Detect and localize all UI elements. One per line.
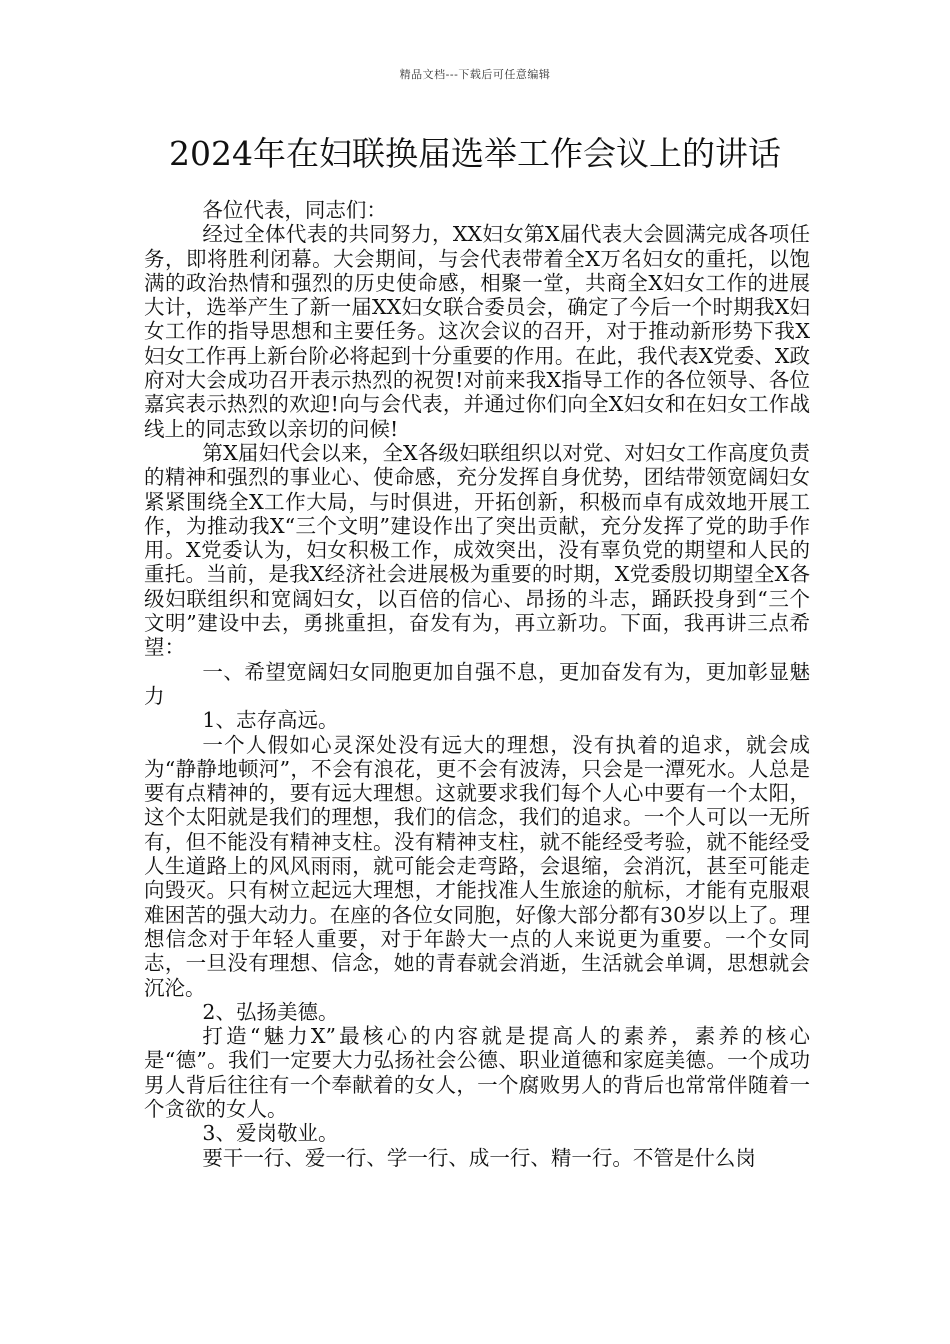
- subsection-heading: 1、志存高远。: [202, 708, 339, 733]
- header-note: 精品文档---下载后可任意编辑: [399, 68, 551, 81]
- document-title: 2024年在妇联换届选举工作会议上的讲话: [169, 134, 781, 173]
- paragraph-salutation: 各位代表，同志们：: [202, 198, 387, 222]
- paragraph: 打造“魅力X”最核心的内容就是提高人的素养，素养的核心是“德”。我们一定要大力弘扬社会公德、职业道德和家庭美德。一个成功男人背后往往有一个奉献着的女人，一个腐败男人的背后也常常伴随着一个贪欲的女人。: [144, 1024, 810, 1121]
- section-heading: 一、希望宽阔妇女同胞更加自强不息，更加奋发有为，更加彰显魅力: [144, 659, 810, 708]
- paragraph: 第X届妇代会以来，全X各级妇联组织以对党、对妇女工作高度负责的精神和强烈的事业心、使命感，充分发挥自身优势，团结带领宽阔妇女紧紧围绕全X工作大局，与时俱进，开拓创新，积极而卓有成效地开展工作，为推动我X“三个文明”建设作出了突出贡献，充分发挥了党的助手作用。X党委认为，妇女积极工作，成效突出，没有辜负党的期望和人民的重托。当前，是我X经济社会进展极为重要的时期，X党委殷切期望全X各级妇联组织和宽阔妇女，以百倍的信心、昂扬的斗志，踊跃投身到“三个文明”建设中去，勇挑重担，奋发有为，再立新功。下面，我再讲三点希望：: [144, 440, 810, 660]
- document-body: [144, 198, 810, 1170]
- paragraph: 要干一行、爱一行、学一行、成一行、精一行。不管是什么岗: [202, 1145, 756, 1170]
- subsection-heading: 2、弘扬美德。: [202, 999, 339, 1024]
- paragraph: 经过全体代表的共同努力，XX妇女第X届代表大会圆满完成各项任务，即将胜利闭幕。大会期间，与会代表带着全X万名妇女的重托，以饱满的政治热情和强烈的历史使命感，相聚一堂，共商全X妇女工作的进展大计，选举产生了新一届XX妇女联合委员会，确定了今后一个时期我X妇女工作的指导思想和主要任务。这次会议的召开，对于推动新形势下我X妇女工作再上新台阶必将起到十分重要的作用。在此，我代表X党委、X政府对大会成功召开表示热烈的祝贺!对前来我X指导工作的各位领导、各位嘉宾表示热烈的欢迎!向与会代表，并通过你们向全X妇女和在妇女工作战线上的同志致以亲切的问候!: [144, 222, 810, 441]
- paragraph: 一个人假如心灵深处没有远大的理想，没有执着的追求，就会成为“静静地顿河”，不会有浪花，更不会有波涛，只会是一潭死水。人总是要有点精神的，要有远大理想。这就要求我们每个人心中要有一个太阳，这个太阳就是我们的理想，我们的信念，我们的追求。一个人可以一无所有，但不能没有精神支柱。没有精神支柱，就不能经受考验，就不能经受人生道路上的风风雨雨，就可能会走弯路，会退缩，会消沉，甚至可能走向毁灭。只有树立起远大理想，才能找准人生旅途的航标，才能有克服艰难困苦的强大动力。在座的各位女同胞，好像大部分都有30岁以上了。理想信念对于年轻人重要，对于年龄大一点的人来说更为重要。一个女同志，一旦没有理想、信念，她的青春就会消逝，生活就会单调，思想就会沉沦。: [144, 732, 810, 1000]
- subsection-heading: 3、爱岗敬业。: [202, 1121, 339, 1146]
